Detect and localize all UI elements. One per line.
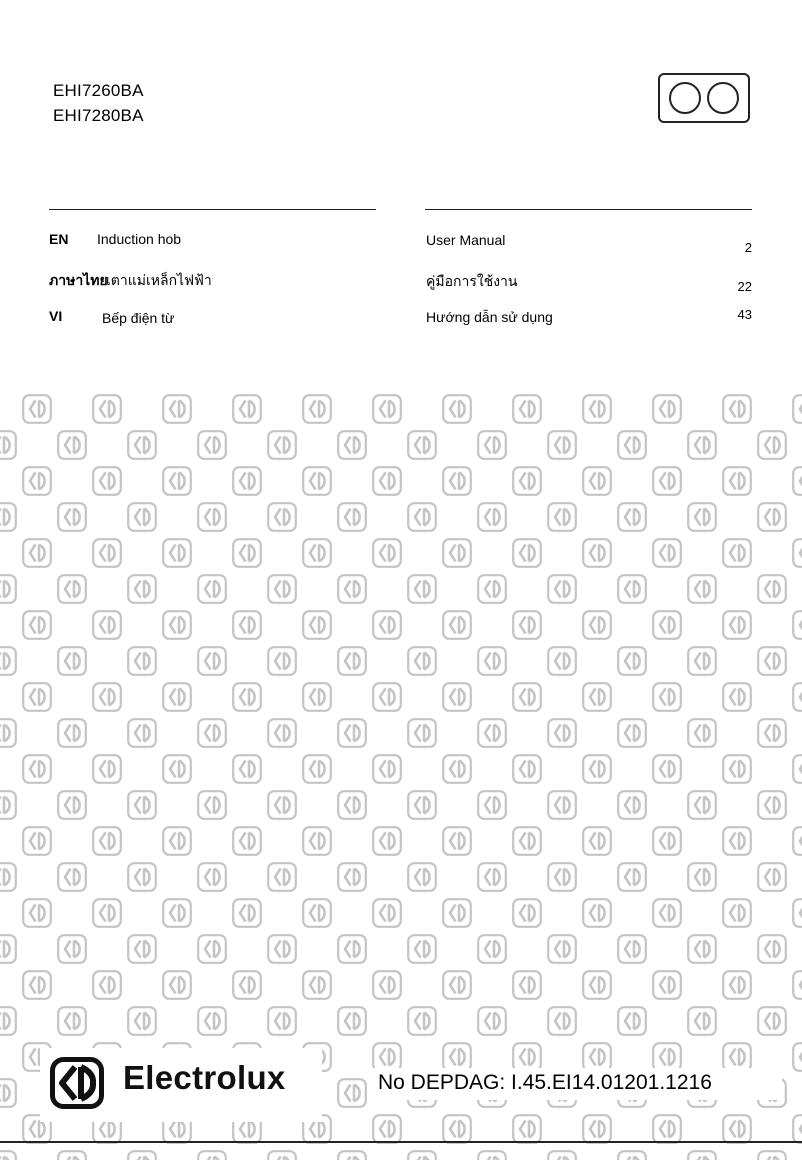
document-number: No DEPDAG: I.45.EI14.01201.1216 xyxy=(378,1071,712,1094)
electrolux-logo xyxy=(40,1048,322,1122)
toc-title-th: คู่มือการใช้งาน xyxy=(426,273,518,289)
toc-title-en: User Manual xyxy=(426,232,506,248)
model-number-1: EHI7260BA xyxy=(53,81,144,100)
two-zone-hob-icon xyxy=(658,73,750,123)
toc-title-vi: Hướng dẫn sử dụng xyxy=(426,309,553,325)
model-number-2: EHI7280BA xyxy=(53,106,144,125)
divider-left xyxy=(49,209,376,210)
toc-product-en: Induction hob xyxy=(97,231,182,247)
bottom-divider xyxy=(0,1141,802,1143)
toc-product-vi: Bếp điện từ xyxy=(102,310,175,326)
cooking-zone-right-icon xyxy=(707,82,739,114)
divider-right xyxy=(425,209,752,210)
electrolux-pattern-background xyxy=(0,392,802,1160)
document-number-panel xyxy=(372,1068,782,1100)
electrolux-logo-icon xyxy=(50,1057,104,1109)
toc-page-en: 2 xyxy=(744,240,752,255)
brand-name: Electrolux xyxy=(123,1059,286,1096)
toc-product-th: เตาแม่เหล็กไฟฟ้า xyxy=(106,272,212,288)
toc-page-vi: 43 xyxy=(737,307,752,322)
cooking-zone-left-icon xyxy=(669,82,701,114)
toc-lang-vi: VI xyxy=(49,308,63,324)
toc-lang-th: ภาษาไทย xyxy=(49,272,108,288)
toc-page-th: 22 xyxy=(737,279,752,294)
toc-lang-en: EN xyxy=(49,231,69,247)
